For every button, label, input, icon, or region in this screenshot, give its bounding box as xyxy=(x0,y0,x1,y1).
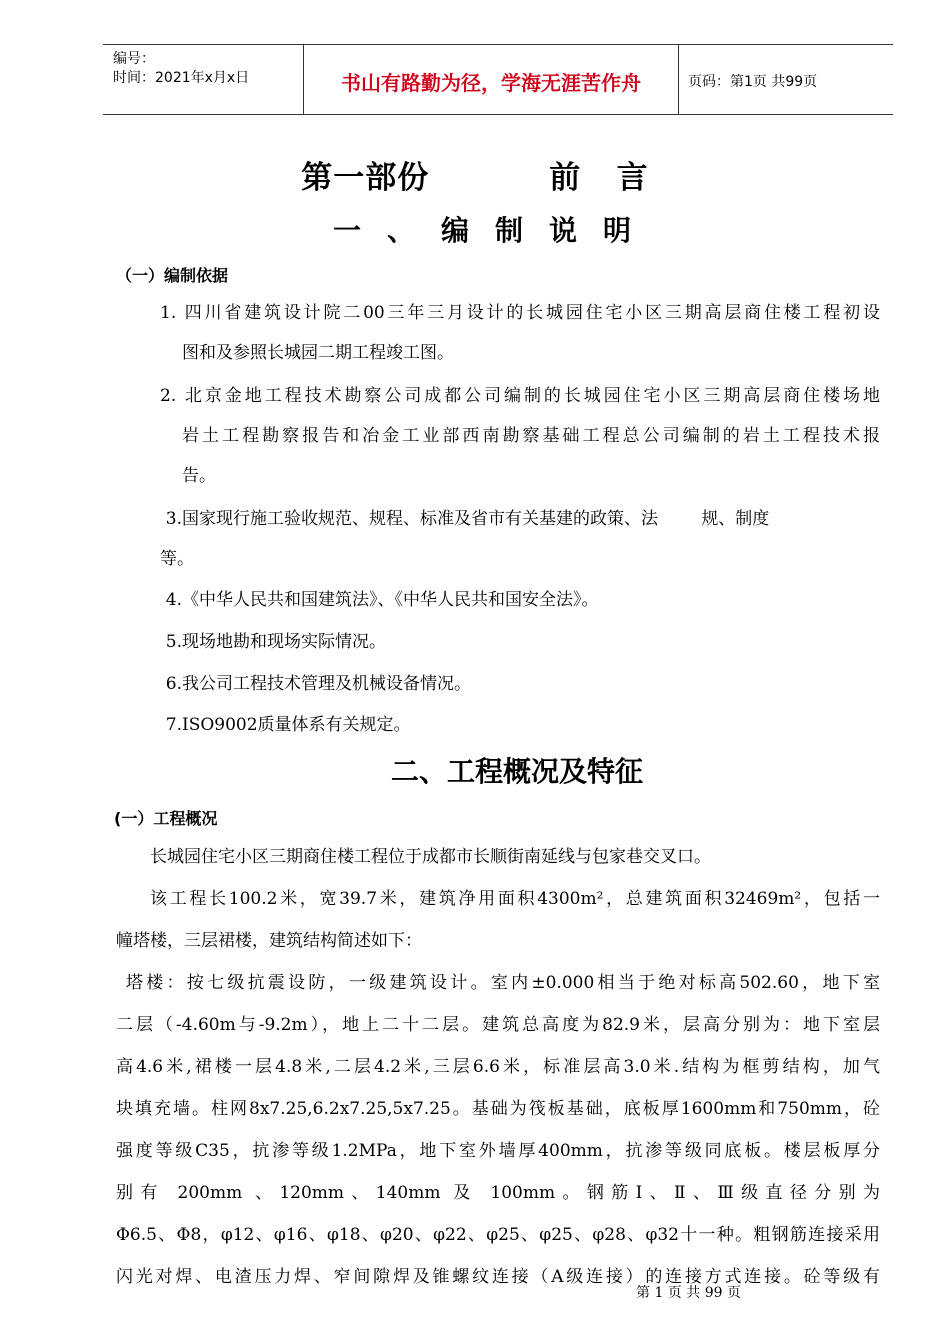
paragraph-line: 闪光对焊、电渣压力焊、窄间隙焊及锥螺纹连接（A级连接）的连接方式连接。砼等级有 xyxy=(116,1267,880,1287)
item-text: 告。 xyxy=(182,466,216,486)
item-text: 岩土工程勘察报告和冶金工业部西南勘察基础工程总公司编制的岩土工程技术报 xyxy=(182,426,880,446)
list-item xyxy=(160,376,880,496)
item-number: 4. xyxy=(165,590,182,610)
item-text: 国家现行施工验收规范、规程、标准及省市有关基建的政策、法 规、制度 xyxy=(182,509,770,529)
subsection-heading-basis: （一）编制依据 xyxy=(116,266,229,285)
item-text: 现场地勘和现场实际情况。 xyxy=(182,632,386,652)
paragraph-line: 塔楼：按七级抗震设防，一级建筑设计。室内±0.000相当于绝对标高502.60，地下室 xyxy=(126,973,880,993)
header-divider xyxy=(678,45,679,114)
paragraph-line: 块填充墙。柱网8x7.25,6.2x7.25,5x7.25。基础为筏板基础，底板厚1600mm和750mm，砼 xyxy=(116,1099,880,1119)
item-text: 图和及参照长城园二期工程竣工图。 xyxy=(182,343,454,363)
section-title-1: 一、编制说明 xyxy=(332,214,657,247)
date-label: 时间：2021年x月x日 xyxy=(113,70,250,86)
header-divider xyxy=(303,45,304,114)
subsection-heading-overview: (一）工程概况 xyxy=(114,809,218,828)
paragraph-line: 高4.6米,裙楼一层4.8米,二层4.2米,三层6.6米，标准层高3.0米.结构为框剪结构，加气 xyxy=(116,1057,880,1077)
title-preface: 前 言 xyxy=(549,160,649,196)
paragraph-line: 强度等级C35，抗渗等级1.2MPa，地下室外墙厚400mm，抗渗等级同底板。楼层板厚分 xyxy=(116,1141,880,1161)
item-text: ISO9002质量体系有关规定。 xyxy=(182,715,411,735)
title-part: 第一部份 xyxy=(301,160,430,196)
page-title xyxy=(0,152,950,197)
list-item xyxy=(160,705,880,745)
paragraph-line: 幢塔楼，三层裙楼，建筑结构简述如下： xyxy=(116,931,422,951)
header-motto: 书山有路勤为径，学海无涯苦作舟 xyxy=(341,71,641,95)
item-text: 北京金地工程技术勘察公司成都公司编制的长城园住宅小区三期高层商住楼场地 xyxy=(182,386,880,406)
code-label: 编号： xyxy=(113,51,155,67)
item-number: 6. xyxy=(165,674,182,694)
paragraph-line: Φ6.5、Φ8，φ12、φ16、φ18、φ20、φ22、φ25、φ25、φ28、φ32十一种。粗钢筋连接采用 xyxy=(116,1225,880,1245)
item-text: 《中华人民共和国建筑法》、《中华人民共和国安全法》。 xyxy=(182,590,599,610)
item-number: 5. xyxy=(165,632,182,652)
item-number: 3. xyxy=(165,509,182,529)
item-text: 我公司工程技术管理及机械设备情况。 xyxy=(182,674,471,694)
item-number: 2. xyxy=(160,386,177,406)
item-text: 四川省建筑设计院二00三年三月设计的长城园住宅小区三期高层商住楼工程初设 xyxy=(182,303,880,323)
list-item xyxy=(160,664,880,704)
page-header xyxy=(103,44,893,115)
list-item xyxy=(160,499,880,579)
page-footer: 第 1 页 共 99 页 xyxy=(636,1285,741,1301)
item-number: 1. xyxy=(160,303,177,323)
list-item xyxy=(160,580,880,620)
list-item xyxy=(160,622,880,662)
header-info xyxy=(113,50,249,88)
paragraph-line: 二层（-4.60m与-9.2m），地上二十二层。建筑总高度为82.9米，层高分别为：地下室层 xyxy=(116,1015,880,1035)
paragraph-line: 别有 200mm 、120mm、140mm 及 100mm。钢筋Ⅰ、Ⅱ、Ⅲ级直径分别为 xyxy=(116,1183,880,1203)
paragraph-line: 长城园住宅小区三期商住楼工程位于成都市长顺街南延线与包家巷交叉口。 xyxy=(150,847,711,867)
overview-paragraph xyxy=(116,836,880,1298)
list-item xyxy=(160,293,880,373)
paragraph-line: 该工程长100.2米，宽39.7米，建筑净用面积4300m²，总建筑面积32469m²，包括一 xyxy=(150,889,880,909)
item-text: 等。 xyxy=(160,549,194,569)
item-number: 7. xyxy=(165,715,182,735)
header-page-label: 页码：第1页 共99页 xyxy=(688,74,818,90)
section-title-2: 二、工程概况及特征 xyxy=(390,755,643,788)
